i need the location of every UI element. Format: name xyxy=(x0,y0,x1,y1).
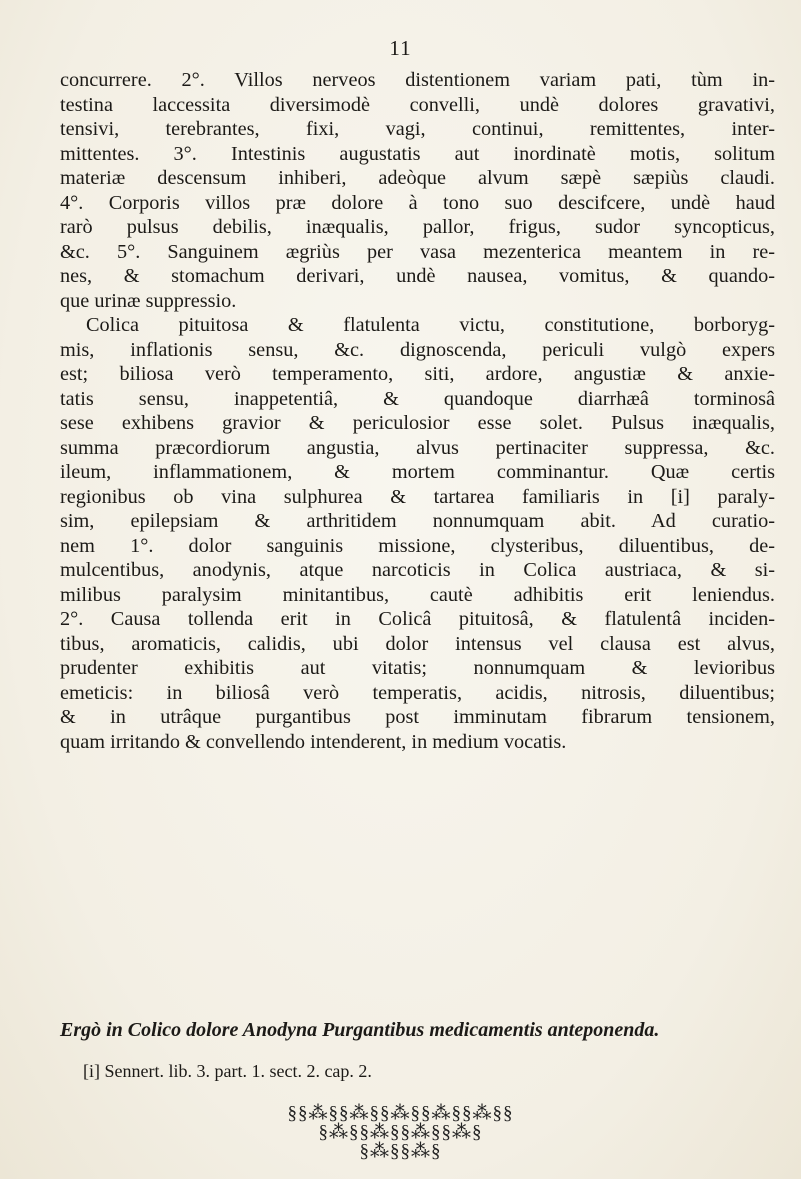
text-line: tibus, aromaticis, calidis, ubi dolor intensus vel clausa est alvus, xyxy=(60,632,775,655)
text-line: & in utrâque purgantibus post imminutam fibrarum tensionem, xyxy=(60,706,775,728)
text-line: mulcentibus, anodynis, atque narcoticis in Colica austriaca, & si- xyxy=(60,559,775,581)
text-line: sim, epilepsiam & arthritidem nonnumquam abit. Ad curatio- xyxy=(60,510,775,532)
ornament-row-middle: §⁂§§⁂§§⁂§§⁂§ xyxy=(318,1122,483,1143)
ornament-row-bottom: §⁂§§⁂§ xyxy=(359,1141,442,1162)
text-line: quam irritando & convellendo intenderent, in medium vocatis. xyxy=(60,730,567,753)
text-line: mittentes. 3°. Intestinis augustatis aut inordinatè motis, solitum xyxy=(60,142,775,165)
footnote: [i] Sennert. lib. 3. part. 1. sect. 2. cap. 2. xyxy=(83,1061,372,1081)
text-line: emeticis: in biliosâ verò temperatis, acidis, nitrosis, diluentibus; xyxy=(60,681,775,704)
text-line: prudenter exhibitis aut vitatis; nonnumquam & levioribus xyxy=(60,657,775,679)
ornament-row-top: §§⁂§§⁂§§⁂§§⁂§§⁂§§ xyxy=(287,1103,514,1124)
text-line: que urinæ suppressio. xyxy=(60,289,237,312)
text-line: rarò pulsus debilis, inæqualis, pallor, frigus, sudor syncopticus, xyxy=(60,216,775,238)
page-number: 11 xyxy=(389,36,412,60)
text-line: tatis sensu, inappetentiâ, & quandoque diarrhæâ torminosâ xyxy=(60,387,775,410)
text-line: concurrere. 2°. Villos nerveos distentionem variam pati, tùm in- xyxy=(60,69,775,91)
text-line: testina laccessita diversimodè convelli, undè dolores gravativi, xyxy=(60,93,775,116)
text-line: est; biliosa verò temperamento, siti, ardore, angustiæ & anxie- xyxy=(60,363,775,385)
text-line: milibus paralysim minitantibus, cautè adhibitis erit leniendus. xyxy=(60,583,775,606)
text-line: mis, inflationis sensu, &c. dignoscenda, periculi vulgò expers xyxy=(60,338,775,361)
text-line: 4°. Corporis villos præ dolore à tono suo descifcere, undè haud xyxy=(60,191,775,214)
text-line: nes, & stomachum derivari, undè nausea, vomitus, & quando- xyxy=(60,265,775,287)
paragraph-start-line: Colica pituitosa & flatulenta victu, constitutione, borboryg- xyxy=(86,314,775,336)
body-text xyxy=(60,68,775,754)
text-line: &c. 5°. Sanguinem ægriùs per vasa mezenterica meantem in re- xyxy=(60,240,775,263)
text-line: nem 1°. dolor sanguinis missione, clysteribus, diluentibus, de- xyxy=(60,534,775,557)
text-line: regionibus ob vina sulphurea & tartarea familiaris in [i] paraly- xyxy=(60,485,775,508)
text-line: summa præcordiorum angustia, alvus pertinaciter suppressa, &c. xyxy=(60,436,775,459)
text-line: tensivi, terebrantes, fixi, vagi, continui, remittentes, inter- xyxy=(60,118,775,140)
text-line: materiæ descensum inhiberi, adeòque alvum sæpè sæpiùs claudi. xyxy=(60,167,775,189)
text-line: 2°. Causa tollenda erit in Colicâ pituitosâ, & flatulentâ inciden- xyxy=(60,608,775,630)
conclusion-heading: Ergò in Colico dolore Anodyna Purgantibus medicamentis anteponenda. xyxy=(60,1019,660,1041)
text-line: sese exhibens gravior & periculosior esse solet. Pulsus inæqualis, xyxy=(60,412,775,434)
text-line: ileum, inflammationem, & mortem comminantur. Quæ certis xyxy=(60,461,775,483)
